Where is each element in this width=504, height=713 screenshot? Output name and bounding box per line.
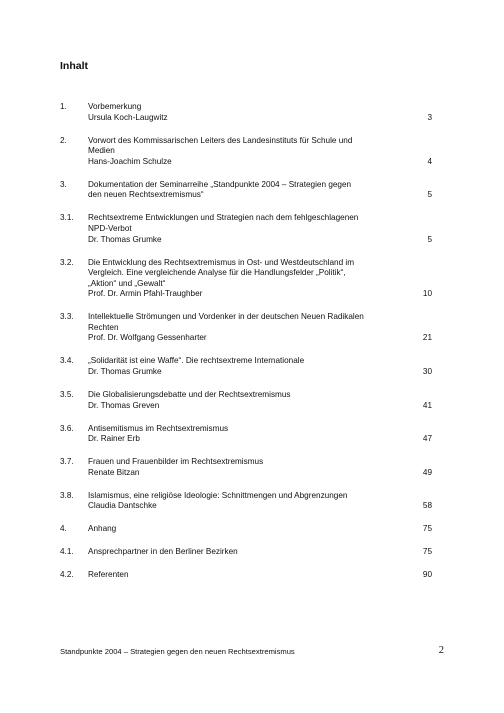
toc-entry-line: Islamismus, eine religiöse Ideologie: Schnittmengen und Abgrenzungen (88, 490, 348, 500)
toc-entry-line: Renate Bitzan (88, 467, 140, 477)
toc-entry (60, 102, 432, 123)
toc-entry (60, 570, 432, 581)
toc-entry-line: NPD-Verbot (88, 223, 132, 233)
toc-entry-line: Dr. Thomas Grumke (88, 367, 162, 377)
toc-entry-line: Die Entwicklung des Rechtsextremismus in Ost- und Westdeutschland im (88, 257, 355, 267)
toc-entry-page: 58 (422, 501, 432, 511)
toc-entry-number: 3.6. (60, 423, 74, 433)
toc-entry-number: 3.5. (60, 390, 74, 400)
toc-entry-page: 21 (422, 333, 432, 343)
toc-entry-line: den neuen Rechtsextremismus“ (88, 190, 204, 200)
toc-entry-number: 4. (60, 524, 67, 534)
toc-entry-number: 3.1. (60, 213, 74, 223)
toc-entry-text (88, 390, 398, 411)
toc-entry (60, 312, 432, 344)
toc-entry (60, 457, 432, 478)
toc-entry-number: 2. (60, 135, 67, 145)
toc-entry-page: 47 (422, 434, 432, 444)
toc-entry-line: „Solidarität ist eine Waffe“. Die rechtsextreme Internationale (88, 356, 305, 366)
toc-entry-text (88, 102, 398, 123)
footer-text: Standpunkte 2004 – Strategien gegen den neuen Rechtsextremismus (60, 647, 295, 656)
toc-entry-text (88, 136, 398, 168)
toc-entry-line: Hans-Joachim Schulze (88, 156, 172, 166)
toc-entry-page: 5 (427, 190, 432, 200)
toc-entry-page: 10 (422, 289, 432, 299)
toc-entry-line: Ansprechpartner in den Berliner Bezirken (88, 547, 238, 557)
toc-entry-page: 4 (427, 156, 432, 166)
toc-entry-text (88, 312, 398, 344)
toc-entry-page: 5 (427, 234, 432, 244)
toc-entry-number: 3.7. (60, 457, 74, 467)
toc-entry-number: 3.4. (60, 356, 74, 366)
toc-entry-line: Vorbemerkung (88, 102, 142, 111)
toc-entry (60, 390, 432, 411)
toc-entry-line: Rechtsextreme Entwicklungen und Strategien nach dem fehlgeschlagenen (88, 213, 359, 223)
toc-entry-line: Antisemitismus im Rechtsextremismus (88, 423, 229, 433)
footer-page-number: 2 (438, 645, 444, 656)
toc-entry-text (88, 547, 398, 558)
toc-entry (60, 180, 432, 201)
toc-entry-page: 30 (422, 367, 432, 377)
toc-entry-text (88, 457, 398, 478)
toc-entry-line: Dokumentation der Seminarreihe „Standpunkte 2004 – Strategien gegen (88, 179, 352, 189)
toc-entry-line: Die Globalisierungsdebatte und der Rechtsextremismus (88, 390, 291, 400)
toc-entry-page: 41 (422, 400, 432, 410)
toc-entry-line: Ursula Koch-Laugwitz (88, 112, 168, 122)
toc-entry-text (88, 356, 398, 377)
toc-entry-line: Dr. Thomas Greven (88, 400, 160, 410)
toc-entry-number: 3.8. (60, 490, 74, 500)
toc-entry-line: Medien (88, 146, 115, 156)
toc-entry-number: 3.3. (60, 312, 74, 322)
toc-entry-number: 4.2. (60, 570, 74, 580)
toc-entry-line: Intellektuelle Strömungen und Vordenker in der deutschen Neuen Radikalen (88, 312, 364, 322)
toc-entry (60, 524, 432, 535)
toc-entry-text (88, 213, 398, 245)
toc-entry-text (88, 491, 398, 512)
toc-entry-line: Dr. Thomas Grumke (88, 234, 162, 244)
toc-entry-number: 3.2. (60, 257, 74, 267)
toc-entry-line: Prof. Dr. Wolfgang Gessenharter (88, 333, 207, 343)
toc-entry-line: Prof. Dr. Armin Pfahl-Traughber (88, 289, 203, 299)
toc-entry-text (88, 570, 398, 581)
toc-entry-page: 75 (422, 524, 432, 534)
toc-entry-number: 1. (60, 102, 67, 111)
toc-entry-text (88, 258, 398, 300)
toc-entry-line: Anhang (88, 524, 117, 534)
toc-entry-line: Vorwort des Kommissarischen Leiters des Landesinstituts für Schule und (88, 135, 353, 145)
toc-entry-line: „Aktion“ und „Gewalt“ (88, 278, 166, 288)
toc-entry-number: 3. (60, 179, 67, 189)
toc-entry-page: 3 (427, 112, 432, 122)
toc-entry-line: Dr. Rainer Erb (88, 434, 140, 444)
toc-entry-text (88, 524, 398, 535)
toc-entry-page: 49 (422, 467, 432, 477)
toc-entry (60, 491, 432, 512)
toc-entry-line: Vergleich. Eine vergleichende Analyse für die Handlungsfelder „Politik“, (88, 268, 346, 278)
toc-entry-line: Rechten (88, 322, 119, 332)
toc-entry-number: 4.1. (60, 547, 74, 557)
toc-entry-text (88, 424, 398, 445)
toc-entry-page: 75 (422, 547, 432, 557)
toc-entry-line: Referenten (88, 570, 129, 580)
toc-entry (60, 136, 432, 168)
page-title: Inhalt (60, 60, 88, 72)
toc-entry-line: Claudia Dantschke (88, 501, 157, 511)
toc-entry-line: Frauen und Frauenbilder im Rechtsextremismus (88, 457, 264, 467)
toc-entry (60, 424, 432, 445)
toc-entry-page: 90 (422, 570, 432, 580)
toc-entry-text (88, 180, 398, 201)
toc-entry (60, 213, 432, 245)
toc-entry (60, 258, 432, 300)
toc-entry (60, 547, 432, 558)
table-of-contents (60, 102, 432, 593)
toc-entry (60, 356, 432, 377)
